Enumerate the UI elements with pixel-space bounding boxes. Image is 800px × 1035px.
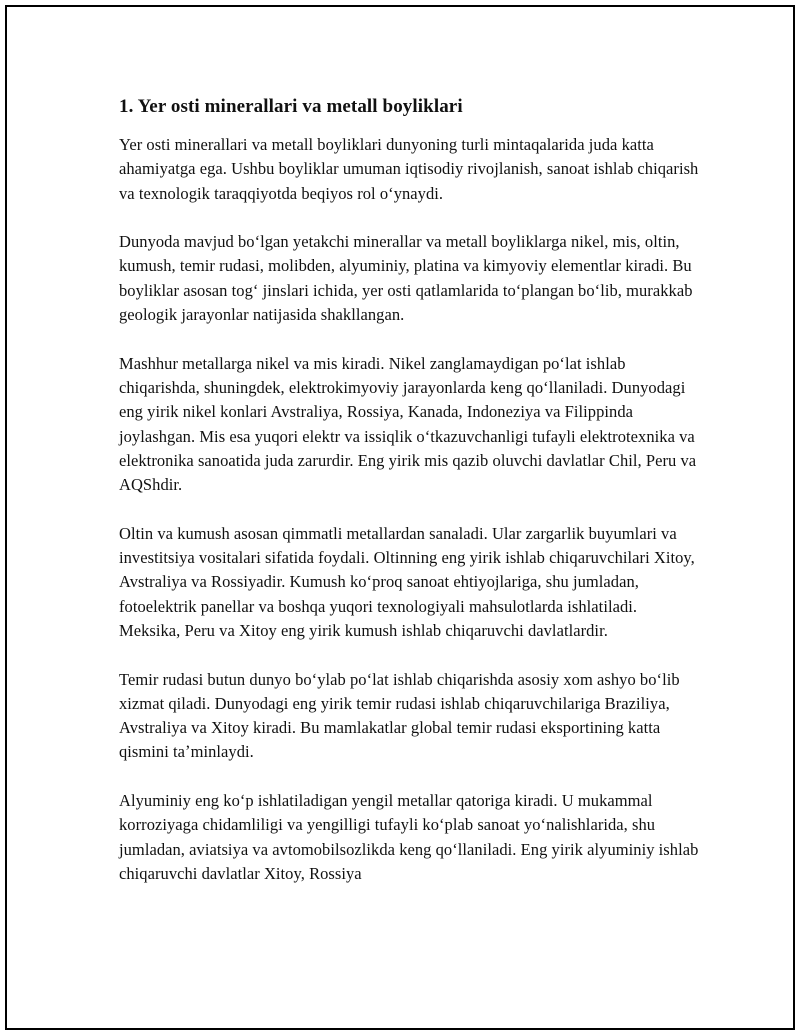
paragraph-iron-ore: Temir rudasi butun dunyo boʻylab poʻlat ishlab chiqarishda asosiy xom ashyo boʻlib xizmat qiladi. Dunyodagi eng yirik temir rudasi ishlab chiqaruvchilariga Braziliya, Avstraliya va Xitoy kiradi. Bu mamlakatlar global temir rudasi eksportining katta qismini taʼminlaydi. [119, 669, 680, 762]
paragraph-intro: Yer osti minerallari va metall boyliklari dunyoning turli mintaqalarida juda katta ahamiyatga ega. Ushbu boyliklar umuman iqtisodiy rivojlanish, sanoat ishlab chiqarish va texnologik taraqqiyotda beqiyos rol oʻynaydi. [119, 135, 699, 203]
paragraph-gold-silver: Oltin va kumush asosan qimmatli metallardan sanaladi. Ular zargarlik buyumlari va investitsiya vositalari sifatida foydali. Oltinning eng yirik ishlab chiqaruvchilari Xitoy, Avstraliya va Rossiyadir. Kumush koʻproq sanoat ehtiyojlariga, shu jumladan, fotoelektrik panellar va boshqa yuqori texnologiyali mahsulotlarda ishlatiladi. Meksika, Peru va Xitoy eng yirik kumush ishlab chiqaruvchi davlatlardir. [119, 523, 695, 640]
paragraph-aluminium: Alyuminiy eng koʻp ishlatiladigan yengil metallar qatoriga kiradi. U mukammal korroziyaga chidamliligi va yengilligi tufayli koʻplab sanoat yoʻnalishlarida, shu jumladan, aviatsiya va avtomobilsozlikda keng qoʻllaniladi. Eng yirik alyuminiy ishlab chiqaruvchi davlatlar Xitoy, Rossiya [119, 791, 699, 883]
document-body [119, 95, 699, 911]
document-page [5, 5, 795, 1030]
section-heading: 1. Yer osti minerallari va metall boyliklari [119, 96, 463, 117]
paragraph-nickel-copper: Mashhur metallarga nikel va mis kiradi. Nikel zanglamaydigan poʻlat ishlab chiqarishda, shuningdek, elektrokimyoviy jarayonlarda keng qoʻllaniladi. Dunyodagi eng yirik nikel konlari Avstraliya, Rossiya, Kanada, Indoneziya va Filippinda joylashgan. Mis esa yuqori elektr va issiqlik oʻtkazuvchanligi tufayli elektrotexnika va elektronika sanoatida juda zarurdir. Eng yirik mis qazib oluvchi davlatlar Chil, Peru va AQShdir. [119, 353, 697, 495]
paragraph-leading-minerals: Dunyoda mavjud boʻlgan yetakchi minerallar va metall boyliklarga nikel, mis, oltin, kumush, temir rudasi, molibden, alyuminiy, platina va kimyoviy elementlar kiradi. Bu boyliklar asosan togʻ jinslari ichida, yer osti qatlamlarida toʻplangan boʻlib, murakkab geologik jarayonlar natijasida shakllangan. [119, 232, 693, 325]
